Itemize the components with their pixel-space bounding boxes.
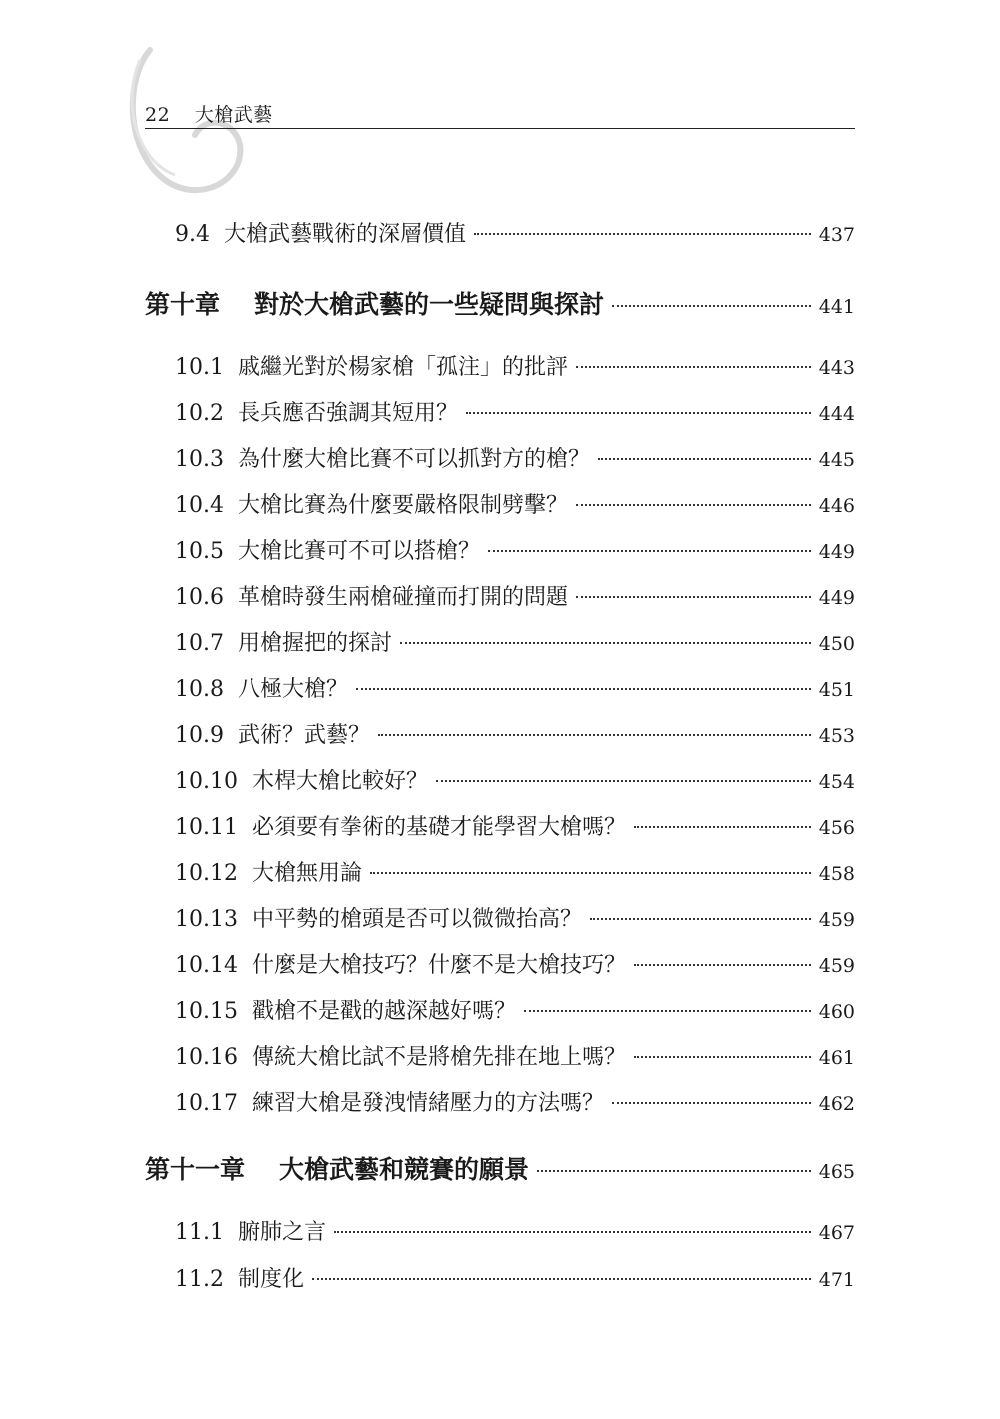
toc-entry-title: 對於大槍武藝的一些疑問與探討 bbox=[254, 290, 605, 319]
toc-dot-leader bbox=[474, 233, 811, 235]
toc-entry-title: 大槍武藝和競賽的願景 bbox=[279, 1155, 530, 1184]
toc-entry-title: 練習大槍是發洩情緒壓力的方法嗎？ bbox=[251, 1091, 604, 1116]
toc-entry-number: 10.14 bbox=[175, 953, 238, 978]
toc-entry-number: 10.1 bbox=[175, 355, 224, 380]
toc-entry-title: 長兵應否強調其短用？ bbox=[237, 401, 458, 426]
toc-dot-leader bbox=[612, 305, 811, 307]
toc-chapter-entry bbox=[0, 1150, 855, 1186]
toc-section-entry bbox=[0, 217, 855, 248]
toc-section-entry bbox=[0, 810, 855, 841]
toc-section-entry bbox=[0, 718, 855, 749]
toc-entry-title: 為什麼大槍比賽不可以抓對方的槍？ bbox=[237, 447, 590, 472]
toc-entry-page: 444 bbox=[818, 403, 855, 425]
toc-entry-page: 449 bbox=[818, 587, 855, 609]
toc-dot-leader bbox=[590, 918, 811, 920]
toc-entry-page: 461 bbox=[818, 1047, 855, 1069]
toc-dot-leader bbox=[576, 366, 811, 368]
toc-entry-title: 八極大槍？ bbox=[237, 677, 348, 702]
toc-entry-title: 大槍比賽可不可以搭槍？ bbox=[237, 539, 480, 564]
toc-section-entry bbox=[0, 764, 855, 795]
toc-dot-leader bbox=[378, 734, 811, 736]
header-book-title: 大槍武藝 bbox=[194, 104, 273, 126]
toc-entry-page: 462 bbox=[818, 1093, 855, 1115]
toc-entry-page: 443 bbox=[818, 357, 855, 379]
toc-entry-title: 大槍武藝戰術的深層價值 bbox=[224, 222, 467, 247]
toc-entry-number: 11.2 bbox=[175, 1267, 224, 1292]
toc-entry-page: 459 bbox=[818, 909, 855, 931]
header-page-number: 22 bbox=[145, 104, 171, 126]
toc-entry-page: 467 bbox=[818, 1222, 855, 1244]
toc-entry-title: 大槍比賽為什麼要嚴格限制劈擊？ bbox=[237, 493, 568, 518]
toc-entry-number: 10.13 bbox=[175, 907, 238, 932]
toc-entry-number: 10.17 bbox=[175, 1091, 238, 1116]
toc-entry-page: 446 bbox=[818, 495, 855, 517]
toc-dot-leader bbox=[400, 642, 811, 644]
toc-entry-page: 460 bbox=[818, 1001, 855, 1023]
toc-entry-page: 459 bbox=[818, 955, 855, 977]
toc-entry-number: 第十章 bbox=[145, 290, 221, 319]
toc-section-entry bbox=[0, 1086, 855, 1117]
toc-section-entry bbox=[0, 488, 855, 519]
toc-entry-title: 戳槍不是戳的越深越好嗎？ bbox=[251, 999, 516, 1024]
toc-dot-leader bbox=[466, 412, 811, 414]
toc-entry-number: 10.6 bbox=[175, 585, 224, 610]
toc-entry-page: 450 bbox=[818, 633, 855, 655]
toc-entry-number: 9.4 bbox=[175, 222, 210, 247]
toc-entry-page: 437 bbox=[818, 224, 855, 246]
toc-section-entry bbox=[0, 948, 855, 979]
toc-dot-leader bbox=[612, 1102, 811, 1104]
toc-entry-title: 木桿大槍比較好？ bbox=[251, 769, 428, 794]
toc-section-entry bbox=[0, 1262, 855, 1293]
toc-entry-page: 453 bbox=[818, 725, 855, 747]
toc-dot-leader bbox=[634, 826, 811, 828]
toc-dot-leader bbox=[634, 1056, 811, 1058]
toc-section-entry bbox=[0, 580, 855, 611]
toc-entry-title: 什麼是大槍技巧？什麼不是大槍技巧？ bbox=[251, 953, 626, 978]
toc-entry-number: 10.8 bbox=[175, 677, 224, 702]
toc-entry-page: 445 bbox=[818, 449, 855, 471]
toc-entry-page: 441 bbox=[818, 296, 855, 318]
toc-section-entry bbox=[0, 902, 855, 933]
toc-dot-leader bbox=[524, 1010, 811, 1012]
toc-entry-title: 戚繼光對於楊家槍「孤注」的批評 bbox=[237, 355, 568, 380]
toc-entry-title: 必須要有拳術的基礎才能學習大槍嗎？ bbox=[251, 815, 626, 840]
toc-entry-number: 10.9 bbox=[175, 723, 224, 748]
toc-section-entry bbox=[0, 626, 855, 657]
toc-entry-number: 11.1 bbox=[175, 1220, 224, 1245]
toc-section-entry bbox=[0, 994, 855, 1025]
running-header bbox=[145, 100, 855, 130]
toc-section-entry bbox=[0, 350, 855, 381]
toc-dot-leader bbox=[537, 1170, 811, 1172]
toc-entry-page: 451 bbox=[818, 679, 855, 701]
toc-entry-title: 用槍握把的探討 bbox=[237, 631, 392, 656]
toc-section-entry bbox=[0, 534, 855, 565]
toc-entry-page: 454 bbox=[818, 771, 855, 793]
toc-entry-number: 10.10 bbox=[175, 769, 238, 794]
toc-entry-title: 中平勢的槍頭是否可以微微抬高？ bbox=[251, 907, 582, 932]
toc-entry-page: 449 bbox=[818, 541, 855, 563]
toc-entry-page: 458 bbox=[818, 863, 855, 885]
toc-dot-leader bbox=[370, 872, 811, 874]
toc-section-entry bbox=[0, 396, 855, 427]
toc-section-entry bbox=[0, 1215, 855, 1246]
toc-entry-title: 革槍時發生兩槍碰撞而打開的問題 bbox=[237, 585, 568, 610]
toc-dot-leader bbox=[576, 596, 811, 598]
toc-entry-title: 武術？武藝？ bbox=[237, 723, 370, 748]
toc-dot-leader bbox=[312, 1278, 811, 1280]
toc-entry-number: 10.4 bbox=[175, 493, 224, 518]
toc-section-entry bbox=[0, 856, 855, 887]
toc-dot-leader bbox=[356, 688, 811, 690]
toc-dot-leader bbox=[334, 1231, 811, 1233]
toc-entry-number: 10.3 bbox=[175, 447, 224, 472]
toc-entry-number: 10.11 bbox=[175, 815, 238, 840]
toc-entry-title: 腑肺之言 bbox=[237, 1220, 326, 1245]
toc-entry-page: 465 bbox=[818, 1161, 855, 1183]
toc-entry-number: 第十一章 bbox=[145, 1155, 246, 1184]
toc-entry-number: 10.7 bbox=[175, 631, 224, 656]
toc-section-entry bbox=[0, 672, 855, 703]
toc-dot-leader bbox=[488, 550, 811, 552]
toc-entry-number: 10.5 bbox=[175, 539, 224, 564]
toc-entry-title: 傳統大槍比試不是將槍先排在地上嗎？ bbox=[251, 1045, 626, 1070]
toc-dot-leader bbox=[576, 504, 811, 506]
toc-dot-leader bbox=[436, 780, 811, 782]
toc-entry-title: 大槍無用論 bbox=[251, 861, 362, 886]
toc-dot-leader bbox=[634, 964, 811, 966]
toc-section-entry bbox=[0, 1040, 855, 1071]
toc-entry-page: 471 bbox=[818, 1269, 855, 1291]
toc-chapter-entry bbox=[0, 285, 855, 321]
toc-entry-number: 10.2 bbox=[175, 401, 224, 426]
toc-entry-page: 456 bbox=[818, 817, 855, 839]
header-rule bbox=[145, 128, 855, 129]
toc-entry-title: 制度化 bbox=[237, 1267, 304, 1292]
toc-entry-number: 10.16 bbox=[175, 1045, 238, 1070]
toc-entry-number: 10.12 bbox=[175, 861, 238, 886]
toc-section-entry bbox=[0, 442, 855, 473]
toc-dot-leader bbox=[598, 458, 811, 460]
toc-entry-number: 10.15 bbox=[175, 999, 238, 1024]
